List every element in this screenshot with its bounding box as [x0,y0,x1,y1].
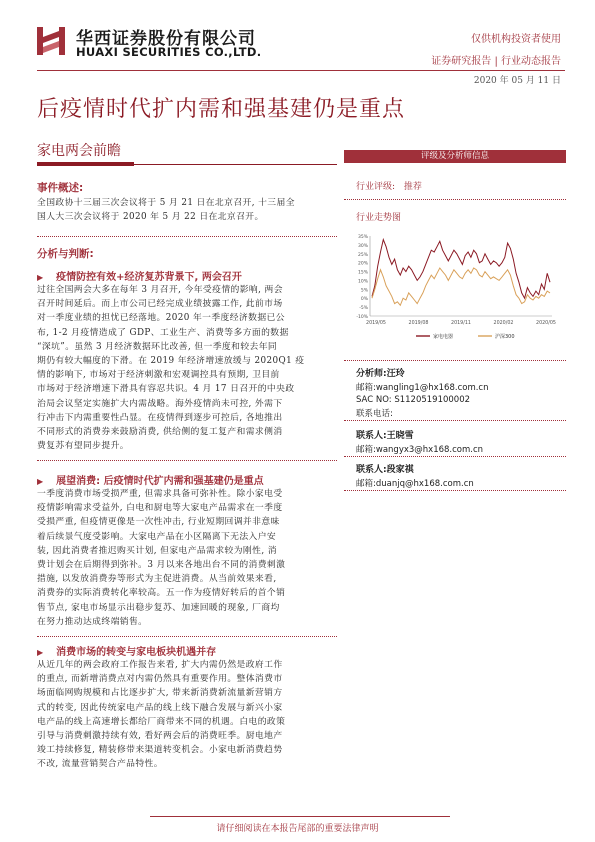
report-title: 后疫情时代扩内需和强基建仍是重点 [37,97,406,122]
analyst-sac: SAC NO: S1120519100002 [356,395,471,405]
email-label: 邮箱: [356,445,376,455]
text-line: 引导与消费刺激持续有效, 看好两会后的消费旺季。厨电地产 [37,731,283,742]
x-tick-label: 2020/02 [493,321,514,326]
subtitle-accent-bar [37,162,134,166]
y-tick-label: 0% [360,297,368,303]
company-name-en: HUAXI SECURITIES CO.,LTD. [76,45,262,59]
text-line: 装, 因此消费者推迟购买计划, 但家电产品需求较为刚性, 消 [37,545,277,556]
huaxi-logo-icon [37,27,65,55]
company-name-cn: 华西证券股份有限公司 [76,29,256,49]
y-tick-label: -10% [356,315,368,320]
text-line: 式的转变, 因此传统家电产品的线上线下融合发展与新兴小家 [37,702,283,713]
y-tick-label: 20% [357,261,368,267]
text-line: 治局会议坚定实施扩大内需战略。海外疫情尚未可控, 外需下 [37,398,283,409]
sidebar-divider [344,456,566,457]
text-line: 措施, 以发放消费券等形式为主促进消费。从当前效果来看, [37,574,277,585]
bullet-triangle-icon: ▶ [37,273,44,282]
text-line: 在努力推动达成终端销售。 [37,616,148,627]
text-line: 受损严重, 但疫情更像是一次性冲击, 行业短期回调并非意味 [37,517,280,528]
report-date: 2020 年 05 月 11 日 [473,76,561,86]
text-line: 消费券的实际消费转化率较高。五一作为疫情好转后的首个销 [37,588,286,599]
series-line-2 [372,268,550,305]
event-text [37,196,337,224]
analyst-name: 汪玲 [386,369,405,379]
email-label: 邮箱: [356,479,376,489]
contact-block-1 [356,428,483,455]
text-line: 着后续景气度受影响。大家电产品在小区隔离下无法入户安 [37,531,277,542]
contact-name: 段家祺 [386,465,414,475]
text-line: 费计划会在后期得到弥补。3 月以来各地出台不同的消费刺激 [37,560,286,571]
contact-email[interactable]: duanjq@hx168.com.cn [375,479,474,489]
trend-label: 行业走势图 [356,213,402,223]
analyst-block [356,366,489,419]
analyst-label: 分析师: [356,369,387,379]
text-line: 一季度消费市场受损严重, 但需求具备可弥补性。除小家电受 [37,489,283,499]
text-line: 场面临网购规模和占比逐步扩大, 带来新消费新流量新营销方 [37,688,283,699]
series-line-1 [372,240,550,299]
rating-label: 行业评级: [356,182,396,192]
footer-disclaimer: 请仔细阅读在本报告尾部的重要法律声明 [216,824,379,834]
point-2-title [37,472,264,487]
text-line: 从近几年的两会政府工作报告来看, 扩大内需仍然是政府工作 [37,660,283,670]
y-tick-label: 30% [357,243,368,249]
sidebar-divider [344,490,566,491]
section-divider [37,236,337,237]
contact-label: 联系人: [356,431,387,441]
point-1-title [37,268,242,283]
point-title-text: 消费市场的转变与家电板块机遇并存 [56,647,217,658]
text-line: 电产品的线上高速增长都给厂商带来不同的机遇。白电的政策 [37,716,286,727]
y-tick-label: 5% [360,288,368,294]
y-tick-label: 10% [357,279,368,285]
y-tick-label: -5% [359,306,368,312]
contact-name: 王晓雪 [386,431,414,441]
text-line: 市场对于经济增速下滑具有容忍共识。4 月 17 日召开的中央政 [37,384,295,395]
section-divider [37,460,337,461]
sidebar-divider [344,420,566,421]
x-tick-label: 2019/08 [408,321,429,326]
text-line: 行冲击下内需重要性凸显。在疫情得到逐步可控后, 各地推出 [37,412,283,423]
point-1-body [37,283,337,453]
point-title-text: 疫情防控有效+经济复苏背景下, 两会召开 [56,272,242,283]
sidebar-divider [344,199,566,200]
point-3-title [37,643,216,658]
industry-trend-chart [344,228,566,350]
text-line: 国人大三次会议将于 2020 年 5 月 22 日在北京召开。 [37,212,264,223]
footer-rule [150,816,450,817]
text-line: 不改, 流量营销契合产品特性。 [37,759,163,770]
contact-block-2 [356,462,474,489]
text-line: 全国政协十三届三次会议将于 5 月 21 日在北京召开, 十三届全 [37,198,295,208]
text-line: 售节点, 家电市场显示出稳步复苏、加速回暖的现象, 厂商均 [37,602,280,613]
analysis-heading: 分析与判断: [37,248,94,260]
rating-value: 推荐 [403,182,422,192]
point-title-text: 展望消费: 后疫情时代扩内需和强基建仍是重点 [56,476,264,487]
y-tick-label: 35% [357,235,368,240]
header-divider [37,70,565,71]
phone-label: 联系电话: [356,409,393,419]
text-line: 召开时间延后。而上市公司已经完成业绩披露工作, 此前市场 [37,299,283,310]
section-divider [37,636,337,637]
text-line: “深坑”。虽然 3 月经济数据环比改善, 但一季度和较去年同 [37,341,278,352]
event-heading: 事件概述: [37,182,84,194]
point-3-body [37,658,337,772]
text-line: 布, 1-2 月疫情造成了 GDP、工业生产、消费等多方面的数据 [37,327,289,338]
rating-row [356,179,422,192]
x-tick-label: 2019/05 [366,321,386,326]
sidebar-divider [344,360,566,361]
text-line: 对一季度业绩的担忧已经落地。2020 年一季度经济数据已公 [37,313,285,324]
text-line: 疫情影响需求受益外, 白电和厨电等大家电产品需求在一季度 [37,503,283,514]
text-line: 过往全国两会大多在每年 3 月召开, 今年受疫情的影响, 两会 [37,285,283,295]
email-label: 邮箱: [356,383,376,393]
text-line: 费复苏有望同步提升。 [37,441,129,452]
y-tick-label: 25% [357,252,368,258]
bullet-triangle-icon: ▶ [37,477,44,486]
point-2-body [37,487,337,629]
report-type: 证券研究报告 | 行业动态报告 [431,56,561,67]
contact-email[interactable]: wangyx3@hx168.com.cn [375,445,484,455]
text-line: 情的影响下, 市场对于经济刺激和宏观调控具有预期, 卫目前 [37,370,280,381]
analyst-email[interactable]: wangling1@hx168.com.cn [375,383,489,393]
legend-label: 家电电器 [433,334,454,340]
x-tick-label: 2019/11 [451,321,471,326]
audience-note: 仅供机构投资者使用 [471,34,561,45]
text-line: 期仍有较大幅度的下滑。在 2019 年经济增速放缓与 2020Q1 疫 [37,356,305,367]
contact-label: 联系人: [356,465,387,475]
report-subtitle: 家电两会前瞻 [37,143,121,159]
x-tick-label: 2020/05 [536,321,556,326]
y-tick-label: 15% [357,270,368,276]
legend-label: 沪深300 [495,334,515,340]
text-line: 不同形式的消费券来鼓励消费, 供给侧的复工复产和需求侧消 [37,427,283,438]
bullet-triangle-icon: ▶ [37,648,44,657]
sidebar-header: 评级及分析师信息 [344,150,566,163]
text-line: 竣工持续修复, 精装修带来渠道转变机会。小家电新消费趋势 [37,745,283,756]
text-line: 的重点, 而新增消费点对内需仍然具有重要作用。整体消费市 [37,674,283,685]
